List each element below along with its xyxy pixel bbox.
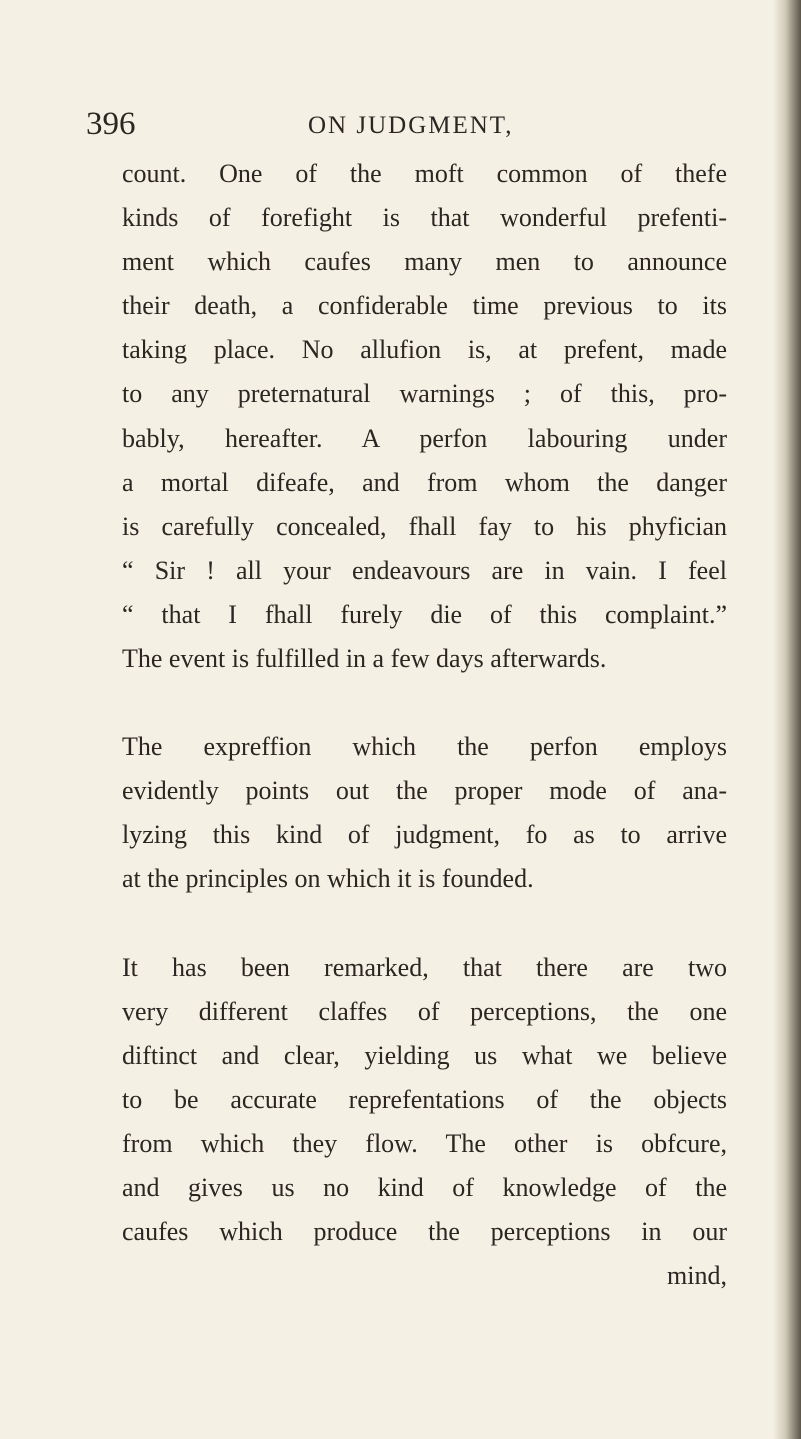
- text-line: evidently points out the proper mode of ana-: [122, 776, 727, 806]
- text-line: very different claffes of perceptions, the one: [122, 996, 727, 1026]
- paragraph-3: [122, 946, 727, 1299]
- text-line: at the principles on which it is founded.: [122, 864, 534, 894]
- text-line: and gives us no kind of knowledge of the: [122, 1172, 727, 1202]
- paragraph-1: [122, 152, 727, 681]
- page-header: [86, 106, 606, 146]
- text-line: caufes which produce the perceptions in our: [122, 1217, 727, 1247]
- text-line: from which they flow. The other is obfcure,: [122, 1128, 727, 1158]
- text-line: taking place. No allufion is, at prefent, made: [122, 335, 727, 365]
- text-line: diftinct and clear, yielding us what we believe: [122, 1040, 727, 1070]
- text-line: ment which caufes many men to announce: [122, 247, 727, 277]
- page-edge-shadow: [773, 0, 801, 1439]
- page-number: 396: [86, 106, 136, 142]
- body-text: [122, 152, 727, 1298]
- text-line: The expreffion which the perfon employs: [122, 732, 727, 762]
- text-line: “ Sir ! all your endeavours are in vain. I feel: [122, 555, 727, 585]
- text-line: is carefully concealed, fhall fay to his phyfician: [122, 511, 727, 541]
- paragraph-2: [122, 725, 727, 901]
- running-head: ON JUDGMENT,: [308, 112, 514, 139]
- text-line: “ that I fhall furely die of this complaint.”: [122, 599, 727, 629]
- text-line: to any preternatural warnings ; of this, pro-: [122, 379, 727, 409]
- text-line: It has been remarked, that there are two: [122, 952, 727, 982]
- text-line: their death, a confiderable time previous to its: [122, 291, 727, 321]
- text-line: a mortal difeafe, and from whom the danger: [122, 467, 727, 497]
- catchword: mind,: [667, 1261, 727, 1291]
- text-line: kinds of forefight is that wonderful prefenti-: [122, 203, 727, 233]
- text-line: The event is fulfilled in a few days afterwards.: [122, 644, 607, 674]
- text-line: lyzing this kind of judgment, fo as to arrive: [122, 820, 727, 850]
- text-line: count. One of the moft common of thefe: [122, 159, 727, 188]
- text-line: to be accurate reprefentations of the objects: [122, 1084, 727, 1114]
- text-line: bably, hereafter. A perfon labouring under: [122, 423, 727, 453]
